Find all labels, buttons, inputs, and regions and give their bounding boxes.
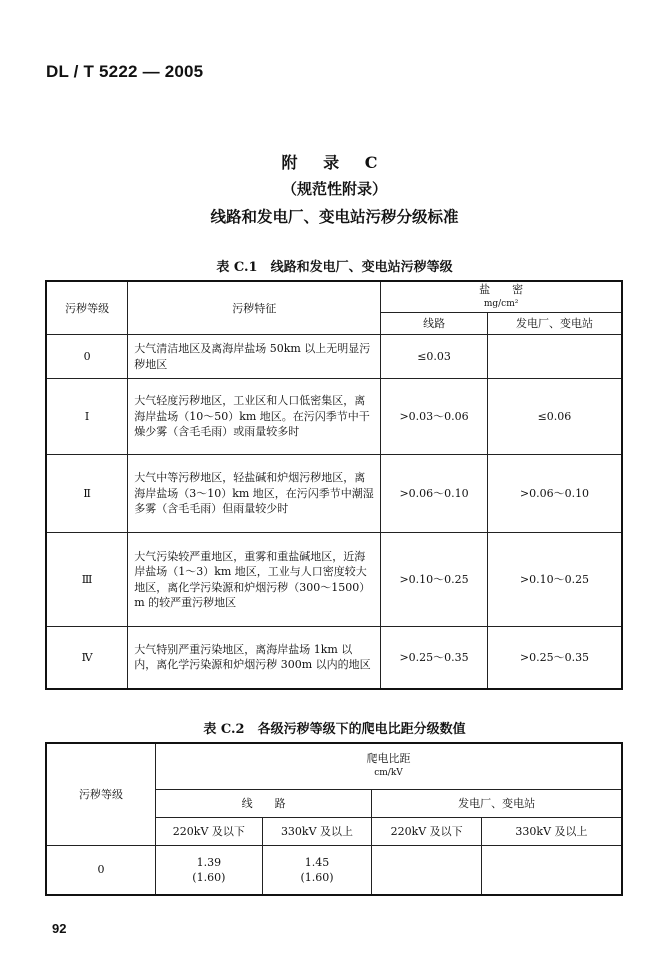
table2-caption: 表 C.2 各级污秽等级下的爬电比距分级数值 bbox=[203, 722, 466, 737]
header-salt-density-label: 盐 密 bbox=[479, 283, 524, 296]
line-220-value: 1.39 bbox=[196, 855, 222, 869]
header-salt-density-unit: mg/cm² bbox=[483, 299, 519, 309]
header-creepage-label: 爬电比距 bbox=[366, 752, 411, 766]
line-330-value-alt: (1.60) bbox=[300, 870, 334, 884]
grade-cell: 0 bbox=[46, 335, 128, 379]
header-plant-220-below: 220kV 及以下 bbox=[372, 817, 482, 845]
feature-cell: 大气污染较严重地区，重雾和重盐碱地区，近海岸盐场（1～3）km 地区，工业与人口密度较大地区，离化学污染源和炉烟污秽（300～1500）m 的较严重污秽地区 bbox=[128, 533, 381, 627]
table-row bbox=[46, 845, 622, 895]
feature-cell: 大气清洁地区及离海岸盐场 50km 以上无明显污秽地区 bbox=[128, 335, 381, 379]
line-density-cell: >0.10～0.25 bbox=[381, 533, 488, 627]
feature-cell: 大气中等污秽地区，轻盐碱和炉烟污秽地区，离海岸盐场（3～10）km 地区，在污闪季节中潮湿多雾（含毛毛雨）但雨量较少时 bbox=[128, 455, 381, 533]
header-grade: 污秽等级 bbox=[46, 281, 128, 335]
feature-cell: 大气轻度污秽地区，工业区和人口低密集区，离海岸盐场（10～50）km 地区。在污闪季节中干燥少雾（含毛毛雨）或雨量较多时 bbox=[128, 379, 381, 455]
grade-cell: 0 bbox=[46, 845, 156, 895]
line-220-cell bbox=[156, 845, 263, 895]
plant-density-cell: ≤0.06 bbox=[487, 379, 622, 455]
standard-code: DL / T 5222 — 2005 bbox=[46, 62, 204, 81]
plant-220-cell bbox=[372, 845, 482, 895]
creepage-distance-table bbox=[45, 742, 623, 896]
header-salt-density bbox=[381, 281, 622, 313]
line-density-cell: >0.25～0.35 bbox=[381, 627, 488, 689]
table-row bbox=[46, 379, 622, 455]
feature-cell: 大气特别严重污染地区，离海岸盐场 1km 以内，离化学污染源和炉烟污秽 300m 以内的地区 bbox=[128, 627, 381, 689]
table-row bbox=[46, 455, 622, 533]
header-line-220-below: 220kV 及以下 bbox=[156, 817, 263, 845]
header-plant: 发电厂、变电站 bbox=[372, 789, 622, 817]
line-density-cell: >0.06～0.10 bbox=[381, 455, 488, 533]
header-plant-330-above: 330kV 及以上 bbox=[481, 817, 622, 845]
line-density-cell: >0.03～0.06 bbox=[381, 379, 488, 455]
grade-cell: Ⅰ bbox=[46, 379, 128, 455]
line-330-cell bbox=[262, 845, 372, 895]
header-plant: 发电厂、变电站 bbox=[487, 313, 622, 335]
grade-cell: Ⅱ bbox=[46, 455, 128, 533]
plant-330-cell bbox=[481, 845, 622, 895]
header-line: 线 路 bbox=[156, 789, 372, 817]
header-creepage bbox=[156, 743, 622, 789]
grade-cell: Ⅳ bbox=[46, 627, 128, 689]
header-feature: 污秽特征 bbox=[128, 281, 381, 335]
line-density-cell: ≤0.03 bbox=[381, 335, 488, 379]
pollution-grade-table bbox=[45, 280, 623, 690]
plant-density-cell: >0.25～0.35 bbox=[487, 627, 622, 689]
header-creepage-unit: cm/kV bbox=[374, 768, 403, 779]
header-line: 线路 bbox=[381, 313, 488, 335]
table-row bbox=[46, 335, 622, 379]
grade-cell: Ⅲ bbox=[46, 533, 128, 627]
plant-density-cell bbox=[487, 335, 622, 379]
appendix-name: 线路和发电厂、变电站污秽分级标准 bbox=[210, 207, 459, 226]
plant-density-cell: >0.06～0.10 bbox=[487, 455, 622, 533]
line-330-value: 1.45 bbox=[304, 855, 330, 869]
header-grade: 污秽等级 bbox=[46, 743, 156, 845]
plant-density-cell: >0.10～0.25 bbox=[487, 533, 622, 627]
appendix-subtitle: （规范性附录） bbox=[281, 180, 387, 198]
table-row bbox=[46, 627, 622, 689]
header-line-330-above: 330kV 及以上 bbox=[262, 817, 372, 845]
page-number: 92 bbox=[52, 921, 67, 936]
appendix-title: 附 录 C bbox=[281, 153, 388, 172]
table-row bbox=[46, 533, 622, 627]
line-220-value-alt: (1.60) bbox=[192, 870, 226, 884]
table1-caption: 表 C.1 线路和发电厂、变电站污秽等级 bbox=[216, 260, 453, 275]
